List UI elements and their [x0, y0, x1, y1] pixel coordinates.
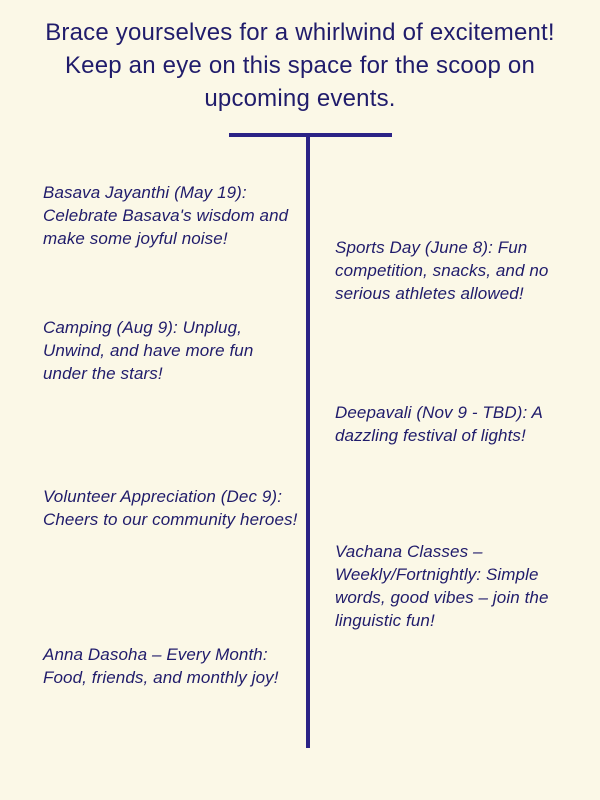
page-title-line-1: Brace yourselves for a whirlwind of excitement!: [45, 19, 555, 46]
page-title: [0, 16, 600, 115]
event-camping: Camping (Aug 9): Unplug, Unwind, and have more fun under the stars!: [43, 318, 254, 383]
page-title-line-2: Keep an eye on this space for the scoop on: [64, 52, 536, 79]
event-volunteer-appreciation: Volunteer Appreciation (Dec 9): Cheers to our community heroes!: [43, 487, 298, 529]
event-deepavali: Deepavali (Nov 9 - TBD): A dazzling festival of lights!: [335, 403, 543, 445]
event-vachana-classes: Vachana Classes – Weekly/Fortnightly: Simple words, good vibes – join the linguistic fun!: [335, 542, 549, 630]
event-anna-dasoha: Anna Dasoha – Every Month: Food, friends, and monthly joy!: [43, 645, 279, 687]
page-title-line-3: upcoming events.: [204, 85, 396, 112]
event-sports-day: Sports Day (June 8): Fun competition, snacks, and no serious athletes allowed!: [335, 238, 549, 303]
event-basava-jayanthi: Basava Jayanthi (May 19): Celebrate Basava's wisdom and make some joyful noise!: [43, 183, 289, 248]
timeline-vertical-line: [306, 133, 310, 748]
timeline-top-bar: [229, 133, 392, 137]
